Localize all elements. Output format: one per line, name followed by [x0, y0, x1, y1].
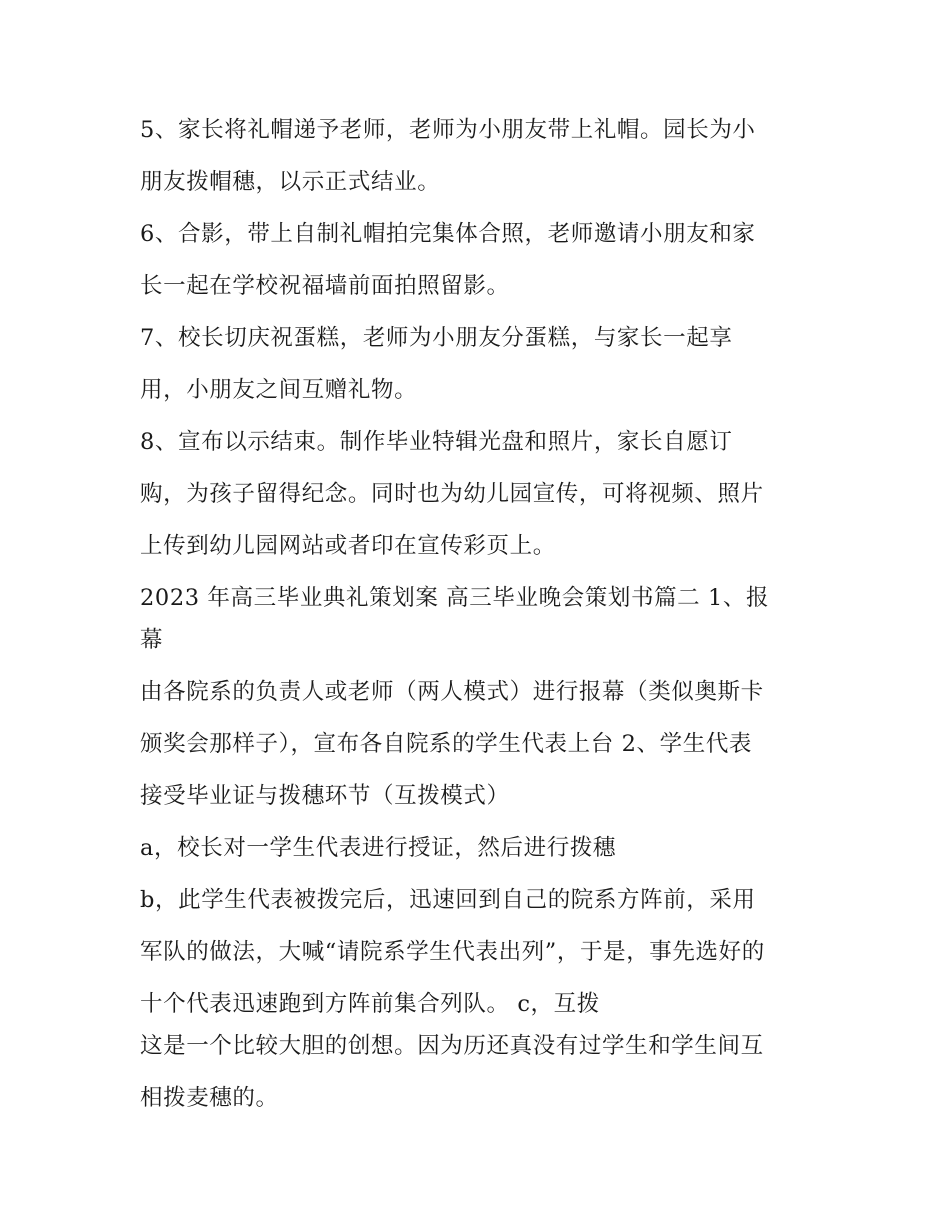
text-line: 相拨麦穗的。 [140, 1085, 279, 1111]
text-line: 这是一个比较大胆的创想。因为历还真没有过学生和学生间互 [140, 1033, 764, 1059]
text-line: 军队的做法，大喊“请院系学生代表出列”，于是，事先选好的 [140, 939, 765, 965]
text-line: 5、家长将礼帽递予老师，老师为小朋友带上礼帽。园长为小 [140, 117, 756, 143]
text-line: 长一起在学校祝福墙前面拍照留影。 [140, 273, 510, 299]
text-line: 颁奖会那样子），宣布各自院系的学生代表上台 2、学生代表 [140, 731, 753, 757]
text-line: 上传到幼儿园网站或者印在宣传彩页上。 [140, 533, 556, 559]
text-line: 7、校长切庆祝蛋糕，老师为小朋友分蛋糕，与家长一起享 [140, 325, 733, 351]
text-line: b，此学生代表被拨完后，迅速回到自己的院系方阵前，采用 [140, 887, 756, 913]
text-line: 由各院系的负责人或老师（两人模式）进行报幕（类似奥斯卡 [140, 679, 764, 705]
text-line: 朋友拨帽穗，以示正式结业。 [140, 169, 441, 195]
text-line: 用，小朋友之间互赠礼物。 [140, 377, 418, 403]
section-heading-line: 2023 年高三毕业典礼策划案 高三毕业晚会策划书篇二 1、报 [140, 585, 770, 611]
text-line: 6、合影，带上自制礼帽拍完集体合照，老师邀请小朋友和家 [140, 221, 756, 247]
section-heading-line: 幕 [140, 627, 164, 653]
text-line: a，校长对一学生代表进行授证，然后进行拨穗 [140, 835, 617, 861]
text-line: 十个代表迅速跑到方阵前集合列队。 c，互拨 [140, 991, 600, 1017]
text-line: 接受毕业证与拨穗环节（互拨模式） [140, 783, 510, 809]
text-line: 8、宣布以示结束。制作毕业特辑光盘和照片，家长自愿订 [140, 429, 733, 455]
text-line: 购，为孩子留得纪念。同时也为幼儿园宣传，可将视频、照片 [140, 481, 764, 507]
